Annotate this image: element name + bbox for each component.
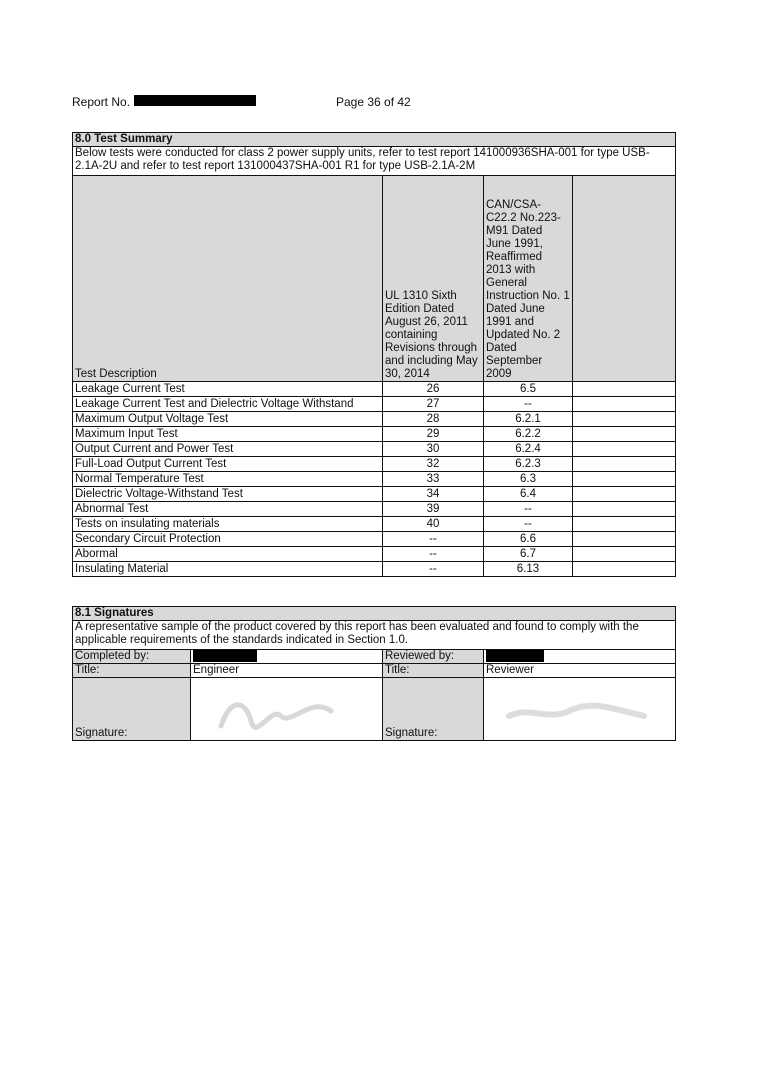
table-row xyxy=(73,472,676,487)
csa-clause-cell: 6.13 xyxy=(484,562,573,577)
page-number: Page 36 of 42 xyxy=(336,95,411,109)
completed-title-value: Engineer xyxy=(191,664,383,678)
completed-by-label: Completed by: xyxy=(73,650,191,664)
ul-clause-cell: -- xyxy=(383,547,484,562)
test-description-cell: Tests on insulating materials xyxy=(73,517,383,532)
empty-cell xyxy=(573,472,676,487)
csa-clause-cell: 6.2.3 xyxy=(484,457,573,472)
test-description-cell: Insulating Material xyxy=(73,562,383,577)
signature-scribble-icon xyxy=(201,686,371,736)
test-summary-table xyxy=(72,132,676,577)
test-description-cell: Full-Load Output Current Test xyxy=(73,457,383,472)
test-summary-intro: Below tests were conducted for class 2 power supply units, refer to test report 141000936SHA-001 for type USB-2.1A-2U and refer to test report 131000437SHA-001 R1 for type USB-2.1A-2M xyxy=(73,147,676,176)
empty-cell xyxy=(573,487,676,502)
empty-cell xyxy=(573,442,676,457)
ul-clause-cell: -- xyxy=(383,562,484,577)
completed-signature-image xyxy=(191,678,383,741)
column-header-empty xyxy=(573,176,676,382)
csa-clause-cell: -- xyxy=(484,517,573,532)
csa-clause-cell: -- xyxy=(484,502,573,517)
completed-by-value xyxy=(191,650,383,664)
test-description-cell: Abormal xyxy=(73,547,383,562)
signatures-table xyxy=(72,606,676,741)
csa-clause-cell: 6.2.1 xyxy=(484,412,573,427)
ul-clause-cell: 26 xyxy=(383,382,484,397)
table-row xyxy=(73,412,676,427)
csa-clause-cell: 6.6 xyxy=(484,532,573,547)
reviewed-by-label: Reviewed by: xyxy=(383,650,484,664)
table-row xyxy=(73,427,676,442)
ul-clause-cell: 33 xyxy=(383,472,484,487)
signatures-title: 8.1 Signatures xyxy=(73,607,676,621)
csa-clause-cell: 6.7 xyxy=(484,547,573,562)
table-row xyxy=(73,487,676,502)
reviewed-title-label: Title: xyxy=(383,664,484,678)
test-description-cell: Leakage Current Test and Dielectric Voltage Withstand xyxy=(73,397,383,412)
column-header-can-csa: CAN/CSA-C22.2 No.223-M91 Dated June 1991, Reaffirmed 2013 with General Instruction No. 1 Dated June 1991 and Updated No. 2 Dated September 2009 xyxy=(484,176,573,382)
redacted-reviewer-name xyxy=(486,650,544,662)
empty-cell xyxy=(573,532,676,547)
column-header-ul-1310: UL 1310 Sixth Edition Dated August 26, 2011 containing Revisions through and including May 30, 2014 xyxy=(383,176,484,382)
csa-clause-cell: 6.4 xyxy=(484,487,573,502)
empty-cell xyxy=(573,397,676,412)
table-row xyxy=(73,382,676,397)
table-row xyxy=(73,532,676,547)
reviewed-title-value: Reviewer xyxy=(484,664,676,678)
redacted-report-number xyxy=(134,95,256,106)
ul-clause-cell: 27 xyxy=(383,397,484,412)
table-row xyxy=(73,442,676,457)
ul-clause-cell: -- xyxy=(383,532,484,547)
ul-clause-cell: 30 xyxy=(383,442,484,457)
report-number-label: Report No. xyxy=(72,95,131,109)
redacted-completed-name xyxy=(193,650,257,662)
csa-clause-cell: -- xyxy=(484,397,573,412)
test-description-cell: Secondary Circuit Protection xyxy=(73,532,383,547)
test-description-cell: Maximum Output Voltage Test xyxy=(73,412,383,427)
empty-cell xyxy=(573,547,676,562)
empty-cell xyxy=(573,427,676,442)
ul-clause-cell: 28 xyxy=(383,412,484,427)
csa-clause-cell: 6.5 xyxy=(484,382,573,397)
test-description-cell: Leakage Current Test xyxy=(73,382,383,397)
empty-cell xyxy=(573,382,676,397)
ul-clause-cell: 29 xyxy=(383,427,484,442)
signature-scribble-icon xyxy=(494,686,664,736)
signatures-intro: A representative sample of the product covered by this report has been evaluated and found to comply with the applicable requirements of the standards indicated in Section 1.0. xyxy=(73,621,676,650)
empty-cell xyxy=(573,562,676,577)
ul-clause-cell: 32 xyxy=(383,457,484,472)
table-row xyxy=(73,502,676,517)
ul-clause-cell: 34 xyxy=(383,487,484,502)
empty-cell xyxy=(573,457,676,472)
csa-clause-cell: 6.2.4 xyxy=(484,442,573,457)
empty-cell xyxy=(573,502,676,517)
test-summary-title: 8.0 Test Summary xyxy=(73,133,676,147)
table-row xyxy=(73,547,676,562)
table-row xyxy=(73,397,676,412)
table-row xyxy=(73,517,676,532)
csa-clause-cell: 6.3 xyxy=(484,472,573,487)
page-header xyxy=(72,95,672,111)
ul-clause-cell: 39 xyxy=(383,502,484,517)
reviewed-signature-image xyxy=(484,678,676,741)
test-description-cell: Dielectric Voltage-Withstand Test xyxy=(73,487,383,502)
csa-clause-cell: 6.2.2 xyxy=(484,427,573,442)
reviewed-signature-label: Signature: xyxy=(383,678,484,741)
empty-cell xyxy=(573,517,676,532)
test-description-cell: Abnormal Test xyxy=(73,502,383,517)
table-row xyxy=(73,457,676,472)
test-description-cell: Normal Temperature Test xyxy=(73,472,383,487)
column-header-test-description: Test Description xyxy=(73,176,383,382)
completed-signature-label: Signature: xyxy=(73,678,191,741)
table-row xyxy=(73,562,676,577)
completed-title-label: Title: xyxy=(73,664,191,678)
empty-cell xyxy=(573,412,676,427)
test-description-cell: Output Current and Power Test xyxy=(73,442,383,457)
test-description-cell: Maximum Input Test xyxy=(73,427,383,442)
ul-clause-cell: 40 xyxy=(383,517,484,532)
reviewed-by-value xyxy=(484,650,676,664)
